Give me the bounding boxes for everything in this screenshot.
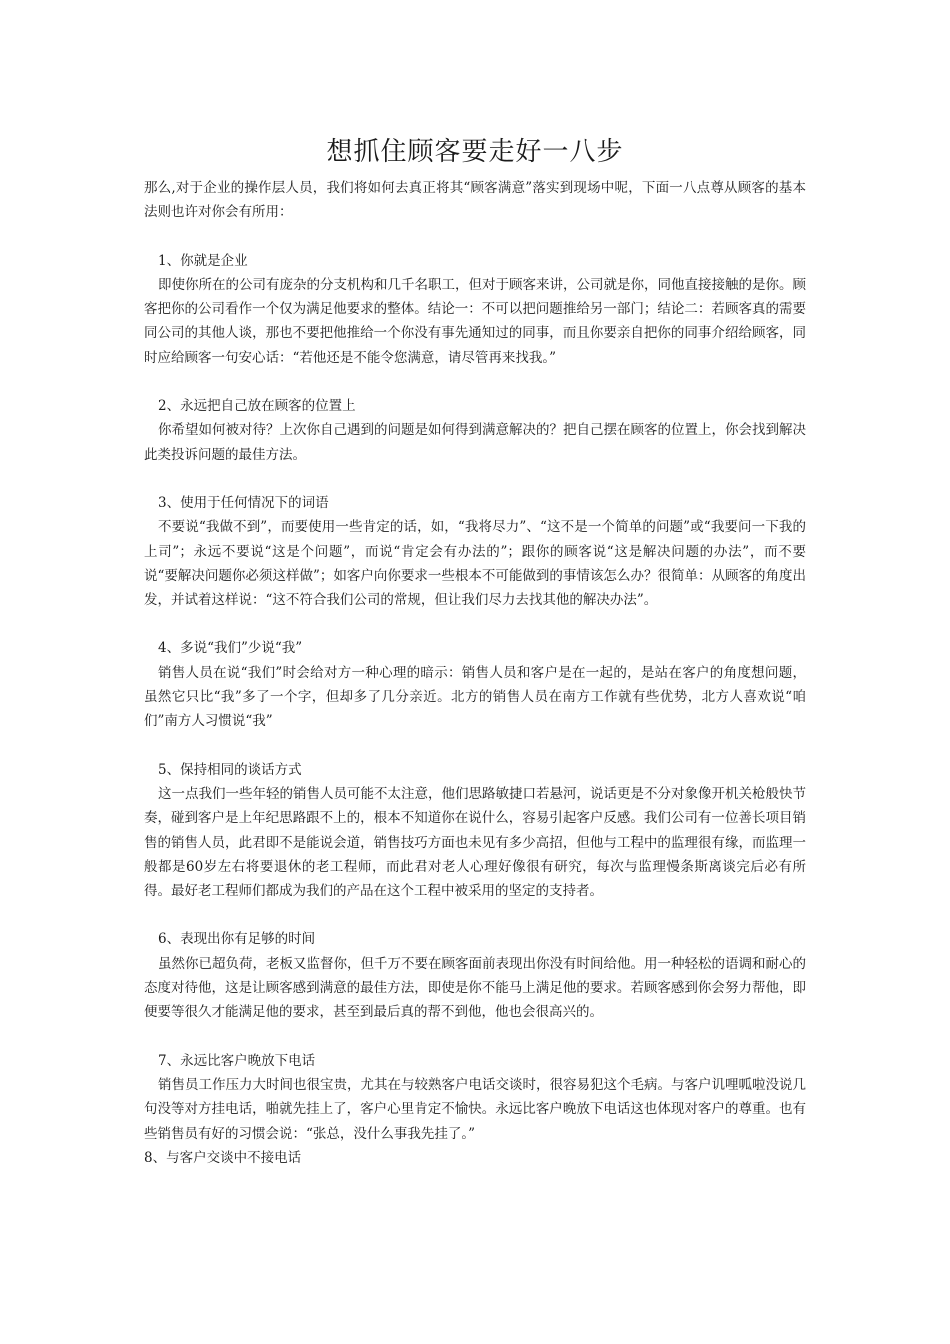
section-body: 这一点我们一些年轻的销售人员可能不太注意，他们思路敏捷口若悬河，说话更是不分对象像开机关枪般快节奏，碰到客户是上年纪思路跟不上的，根本不知道你在说什么，容易引起客户反感。我们公司有一位善长项目销售的销售人员，此君即不是能说会道，销售技巧方面也未见有多少高招，但他与工程中的监理很有缘，而监理一般都是60岁左右将要退休的老工程师，而此君对老人心理好像很有研究，每次与监理慢条斯离谈完后必有所得。最好老工程师们都成为我们的产品在这个工程中被采用的坚定的支持者。 xyxy=(144,785,806,900)
section-heading: 7、永远比客户晚放下电话 xyxy=(158,1052,316,1069)
section-body: 销售员工作压力大时间也很宝贵，尤其在与较熟客户电话交谈时，很容易犯这个毛病。与客户讥哩呱啦没说几句没等对方挂电话，啪就先挂上了，客户心里肯定不愉快。永远比客户晚放下电话这也体现对客户的尊重。也有些销售员有好的习惯会说：“张总，没什么事我先挂了。” xyxy=(144,1076,806,1142)
section-heading: 1、你就是企业 xyxy=(158,252,248,269)
document-content xyxy=(144,132,806,1170)
section-body: 你希望如何被对待？上次你自己遇到的问题是如何得到满意解决的？把自己摆在顾客的位置上，你会找到解决此类投诉问题的最佳方法。 xyxy=(144,422,806,463)
intro-paragraph: 那么,对于企业的操作层人员，我们将如何去真正将其“顾客满意”落实到现场中呢，下面一八点尊从顾客的基本法则也许对你会有所用： xyxy=(144,180,806,221)
section-5 xyxy=(144,758,806,904)
section-1 xyxy=(144,249,806,370)
section-7 xyxy=(144,1049,806,1146)
section-3 xyxy=(144,491,806,612)
section-2 xyxy=(144,394,806,467)
section-6 xyxy=(144,927,806,1024)
document-title: 想抓住顾客要走好一八步 xyxy=(326,137,624,167)
section-heading: 3、使用于任何情况下的词语 xyxy=(158,494,329,511)
section-body: 销售人员在说“我们”时会给对方一种心理的暗示：销售人员和客户是在一起的，是站在客户的角度想问题，虽然它只比“我”多了一个字，但却多了几分亲近。北方的销售人员在南方工作就有些优势，北方人喜欢说“咱们”南方人习惯说“我” xyxy=(144,664,806,730)
section-body: 不要说“我做不到”，而要使用一些肯定的话，如，“我将尽力”、“这不是一个简单的问题”或“我要问一下我的上司”；永远不要说“这是个问题”，而说“肯定会有办法的”；跟你的顾客说“这是解决问题的办法”，而不要说“要解决问题你必须这样做”；如客户向你要求一些根本不可能做到的事情该怎么办？很简单：从顾客的角度出发，并试着这样说：“这不符合我们公司的常规，但让我们尽力去找其他的解决办法”。 xyxy=(144,519,806,609)
section-body: 即使你所在的公司有庞杂的分支机构和几千名职工，但对于顾客来讲，公司就是你，同他直接接触的是你。顾客把你的公司看作一个仅为满足他要求的整体。结论一：不可以把问题推给另一部门；结论二：若顾客真的需要同公司的其他人谈，那也不要把他推给一个你没有事先通知过的同事，而且你要亲自把你的同事介绍给顾客，同时应给顾客一句安心话：“若他还是不能令您满意，请尽管再来找我。” xyxy=(144,276,806,366)
section-body: 虽然你已超负荷，老板又监督你，但千万不要在顾客面前表现出你没有时间给他。用一种轻松的语调和耐心的态度对待他，这是让顾客感到满意的最佳方法，即使是你不能马上满足他的要求。若顾客感到你会努力帮他，即便要等很久才能满足他的要求，甚至到最后真的帮不到他，他也会很高兴的。 xyxy=(144,955,806,1021)
section-heading: 5、保持相同的谈话方式 xyxy=(158,761,302,778)
section-heading: 2、永远把自己放在顾客的位置上 xyxy=(158,398,356,415)
section-4 xyxy=(144,636,806,733)
section-heading: 6、表现出你有足够的时间 xyxy=(158,931,316,948)
section-8-heading: 8、与客户交谈中不接电话 xyxy=(144,1149,302,1166)
section-heading: 4、多说“我们”少说“我” xyxy=(158,640,303,657)
